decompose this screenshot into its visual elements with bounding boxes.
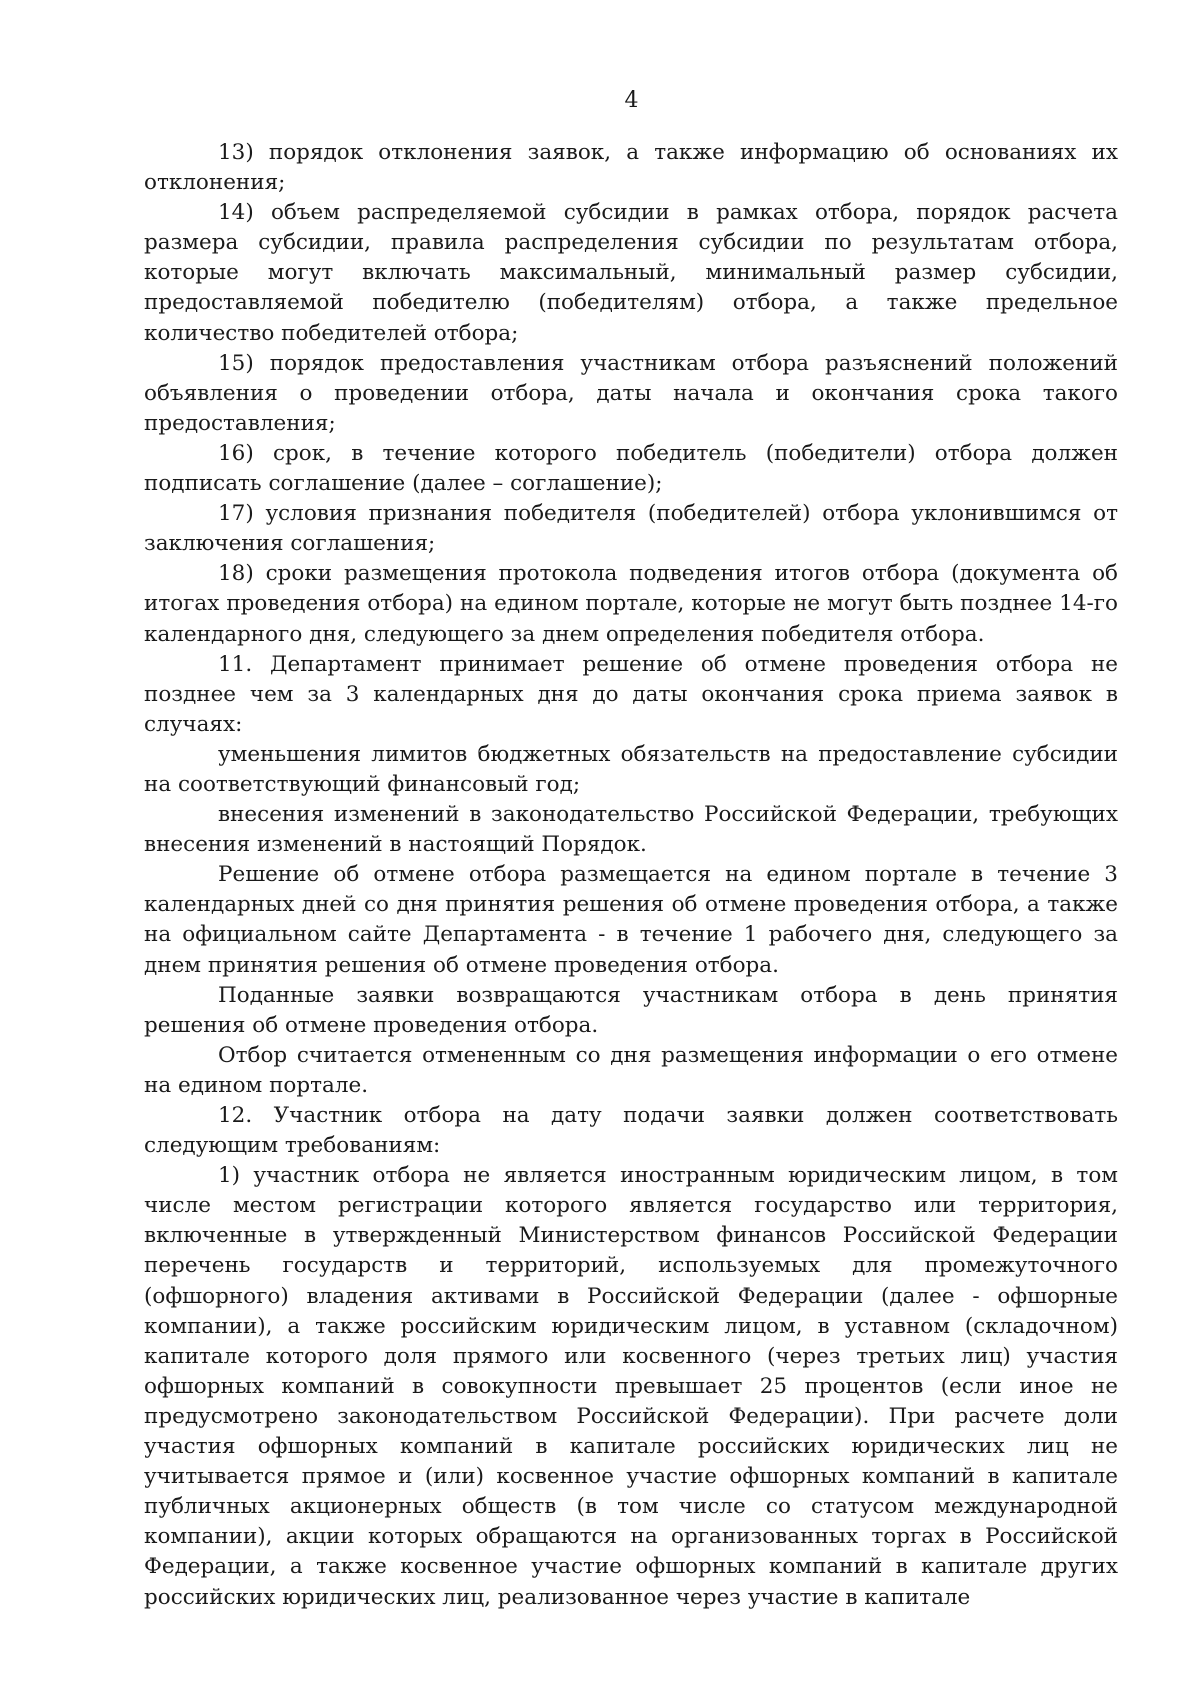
document-body [144,138,1118,1613]
paragraph-case-budget-limits: уменьшения лимитов бюджетных обязательств на предоставление субсидии на соответствующий финансовый год; [144,741,1118,797]
paragraph-requirement-1: 1) участник отбора не является иностранным юридическим лицом, в том числе местом регистрации которого является государство или территория, включенные в утвержденный Министерством финансов Российской Федерации перечень государств и территорий, используемых для промежуточного (офшорного) владения активами в Российской Федерации (далее - офшорные компании), а также российским юридическим лицом, в уставном (складочном) капитале которого доля прямого или косвенного (через третьих лиц) участия офшорных компаний в совокупности превышает 25 процентов (если иное не предусмотрено законодательством Российской Федерации). При расчете доли участия офшорных компаний в капитале российских юридических лиц не учитывается прямое и (или) косвенное участие офшорных компаний в капитале публичных акционерных обществ (в том числе со статусом международной компании), акции которых обращаются на организованных торгах в Российской Федерации, а также косвенное участие офшорных компаний в капитале других российских юридических лиц, реализованное через участие в капитале [144,1163,1118,1610]
paragraph-item-16: 16) срок, в течение которого победитель (победители) отбора должен подписать соглашение (далее – соглашение); [144,440,1118,497]
paragraph-cancellation-effective: Отбор считается отмененным со дня размещения информации о его отмене на едином портале. [144,1042,1118,1098]
paragraph-item-13: 13) порядок отклонения заявок, а также информацию об основаниях их отклонения; [144,140,1118,196]
paragraph-cancellation-publication: Решение об отмене отбора размещается на едином портале в течение 3 календарных дней со дня принятия решения об отмене проведения отбора, а также на официальном сайте Департамента - в течение 1 рабочего дня, следующего за днем принятия решения об отмене проведения отбора. [144,862,1118,978]
paragraph-item-17: 17) условия признания победителя (победителей) отбора уклонившимся от заключения соглашения; [144,501,1118,557]
paragraph-applications-return: Поданные заявки возвращаются участникам отбора в день принятия решения об отмене проведения отбора. [144,982,1118,1038]
paragraph-item-15: 15) порядок предоставления участникам отбора разъяснений положений объявления о проведении отбора, даты начала и окончания срока такого предоставления; [144,350,1118,436]
page-number: 4 [624,88,639,113]
paragraph-section-12: 12. Участник отбора на дату подачи заявки должен соответствовать следующим требованиям: [144,1103,1118,1159]
paragraph-section-11: 11. Департамент принимает решение об отмене проведения отбора не позднее чем за 3 календарных дня до даты окончания срока приема заявок в случаях: [144,651,1118,737]
paragraph-case-legislation: внесения изменений в законодательство Российской Федерации, требующих внесения изменений в настоящий Порядок. [144,802,1118,858]
paragraph-item-18: 18) сроки размещения протокола подведения итогов отбора (документа об итогах проведения отбора) на едином портале, которые не могут быть позднее 14-го календарного дня, следующего за днем определения победителя отбора. [144,561,1118,647]
paragraph-item-14: 14) объем распределяемой субсидии в рамках отбора, порядок расчета размера субсидии, правила распределения субсидии по результатам отбора, которые могут включать максимальный, минимальный размер субсидии, предоставляемой победителю (победителям) отбора, а также предельное количество победителей отбора; [144,200,1118,346]
